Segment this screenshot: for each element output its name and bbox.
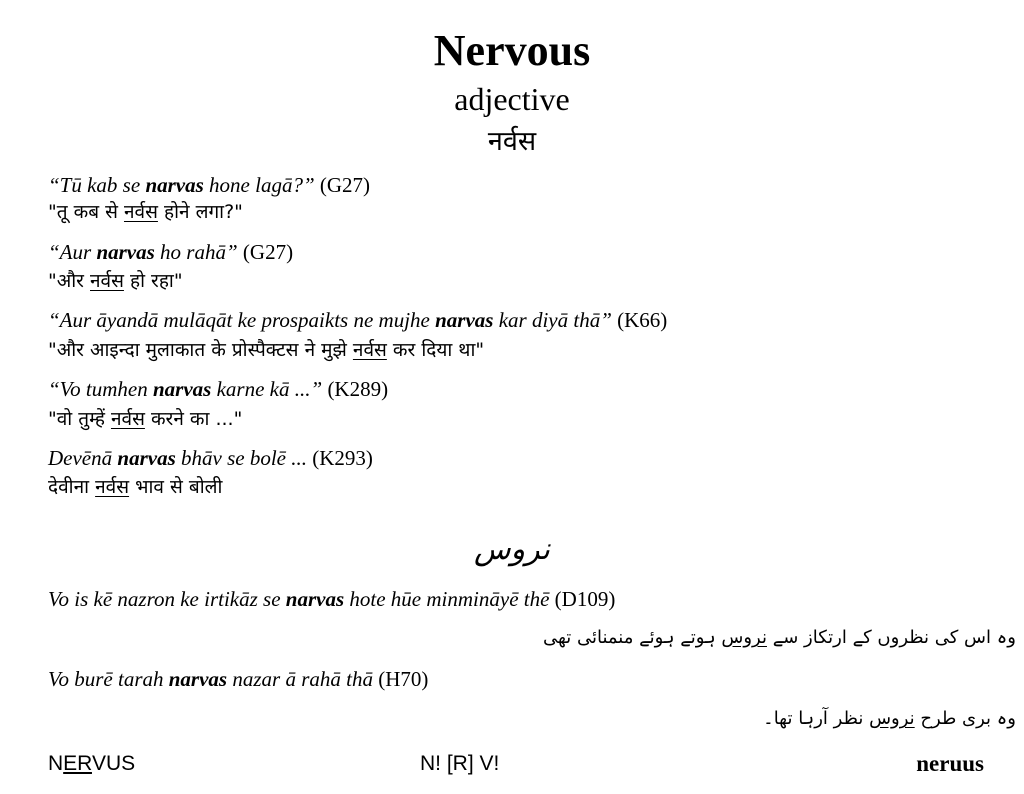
underlined-keyword: نروس: [869, 708, 915, 729]
keyword: narvas: [168, 667, 228, 691]
example-roman: Vo burē tarah narvas nazar ā rahā thā (H70): [48, 667, 429, 691]
pronunciation-spelling: NERVUS: [48, 752, 136, 775]
part-of-speech: adjective: [454, 81, 570, 117]
keyword: narvas: [117, 446, 176, 470]
phonetic-pattern: N! [R] V!: [420, 752, 500, 775]
example-roman: “Vo tumhen narvas karne kā ...” (K289): [48, 377, 389, 401]
stressed-syllable: ER: [63, 752, 92, 775]
source-ref: (G27): [314, 173, 371, 197]
underlined-keyword: नर्वस: [123, 201, 158, 223]
devanagari-headword: नर्वस: [487, 126, 537, 157]
example-roman: Vo is kē nazron ke irtikāz se narvas hote hūe minmināyē thē (D109): [48, 587, 616, 611]
underlined-keyword: नर्वस: [90, 270, 124, 292]
urdu-headword: نروس: [473, 532, 550, 567]
underlined-keyword: नर्वस: [110, 408, 145, 430]
source-ref: (D109): [549, 587, 616, 611]
example-devanagari: "वो तुम्हें नर्वस करने का ...": [48, 408, 243, 430]
example-roman: “Tū kab se narvas hone lagā?” (G27): [48, 173, 371, 197]
keyword: narvas: [435, 308, 494, 332]
gothic-spelling: neruus: [916, 751, 984, 776]
source-ref: (K66): [611, 308, 668, 332]
underlined-keyword: नर्वस: [95, 476, 130, 498]
example-urdu: وہ اس کی نظروں کے ارتکاز سے نروس ہوتے ہوئے منمنائی تھی: [542, 627, 1016, 648]
example-roman: “Aur āyandā mulāqāt ke prospaikts ne mujhe narvas kar diyā thā” (K66): [48, 308, 668, 332]
source-ref: (G27): [237, 240, 294, 264]
example-devanagari: "और आइन्दा मुलाकात के प्रोस्पैक्टस ने मुझे नर्वस कर दिया था": [48, 339, 485, 361]
example-devanagari: "और नर्वस हो रहा": [48, 270, 183, 292]
example-devanagari: देवीना नर्वस भाव से बोली: [48, 476, 223, 498]
source-ref: (K293): [306, 446, 373, 470]
example-devanagari: "तू कब से नर्वस होने लगा?": [48, 201, 243, 223]
headword: Nervous: [433, 26, 591, 75]
example-roman: “Aur narvas ho rahā” (G27): [48, 240, 294, 264]
keyword: narvas: [285, 587, 345, 611]
example-roman: Devēnā narvas bhāv se bolē ... (K293): [48, 446, 373, 470]
underlined-keyword: नर्वस: [352, 339, 387, 361]
keyword: narvas: [153, 377, 212, 401]
underlined-keyword: نروس: [721, 627, 767, 648]
keyword: narvas: [145, 173, 204, 197]
source-ref: (H70): [372, 667, 429, 691]
source-ref: (K289): [322, 377, 389, 401]
example-urdu: وہ بری طرح نروس نظر آرہا تھا۔: [763, 708, 1016, 729]
keyword: narvas: [96, 240, 155, 264]
